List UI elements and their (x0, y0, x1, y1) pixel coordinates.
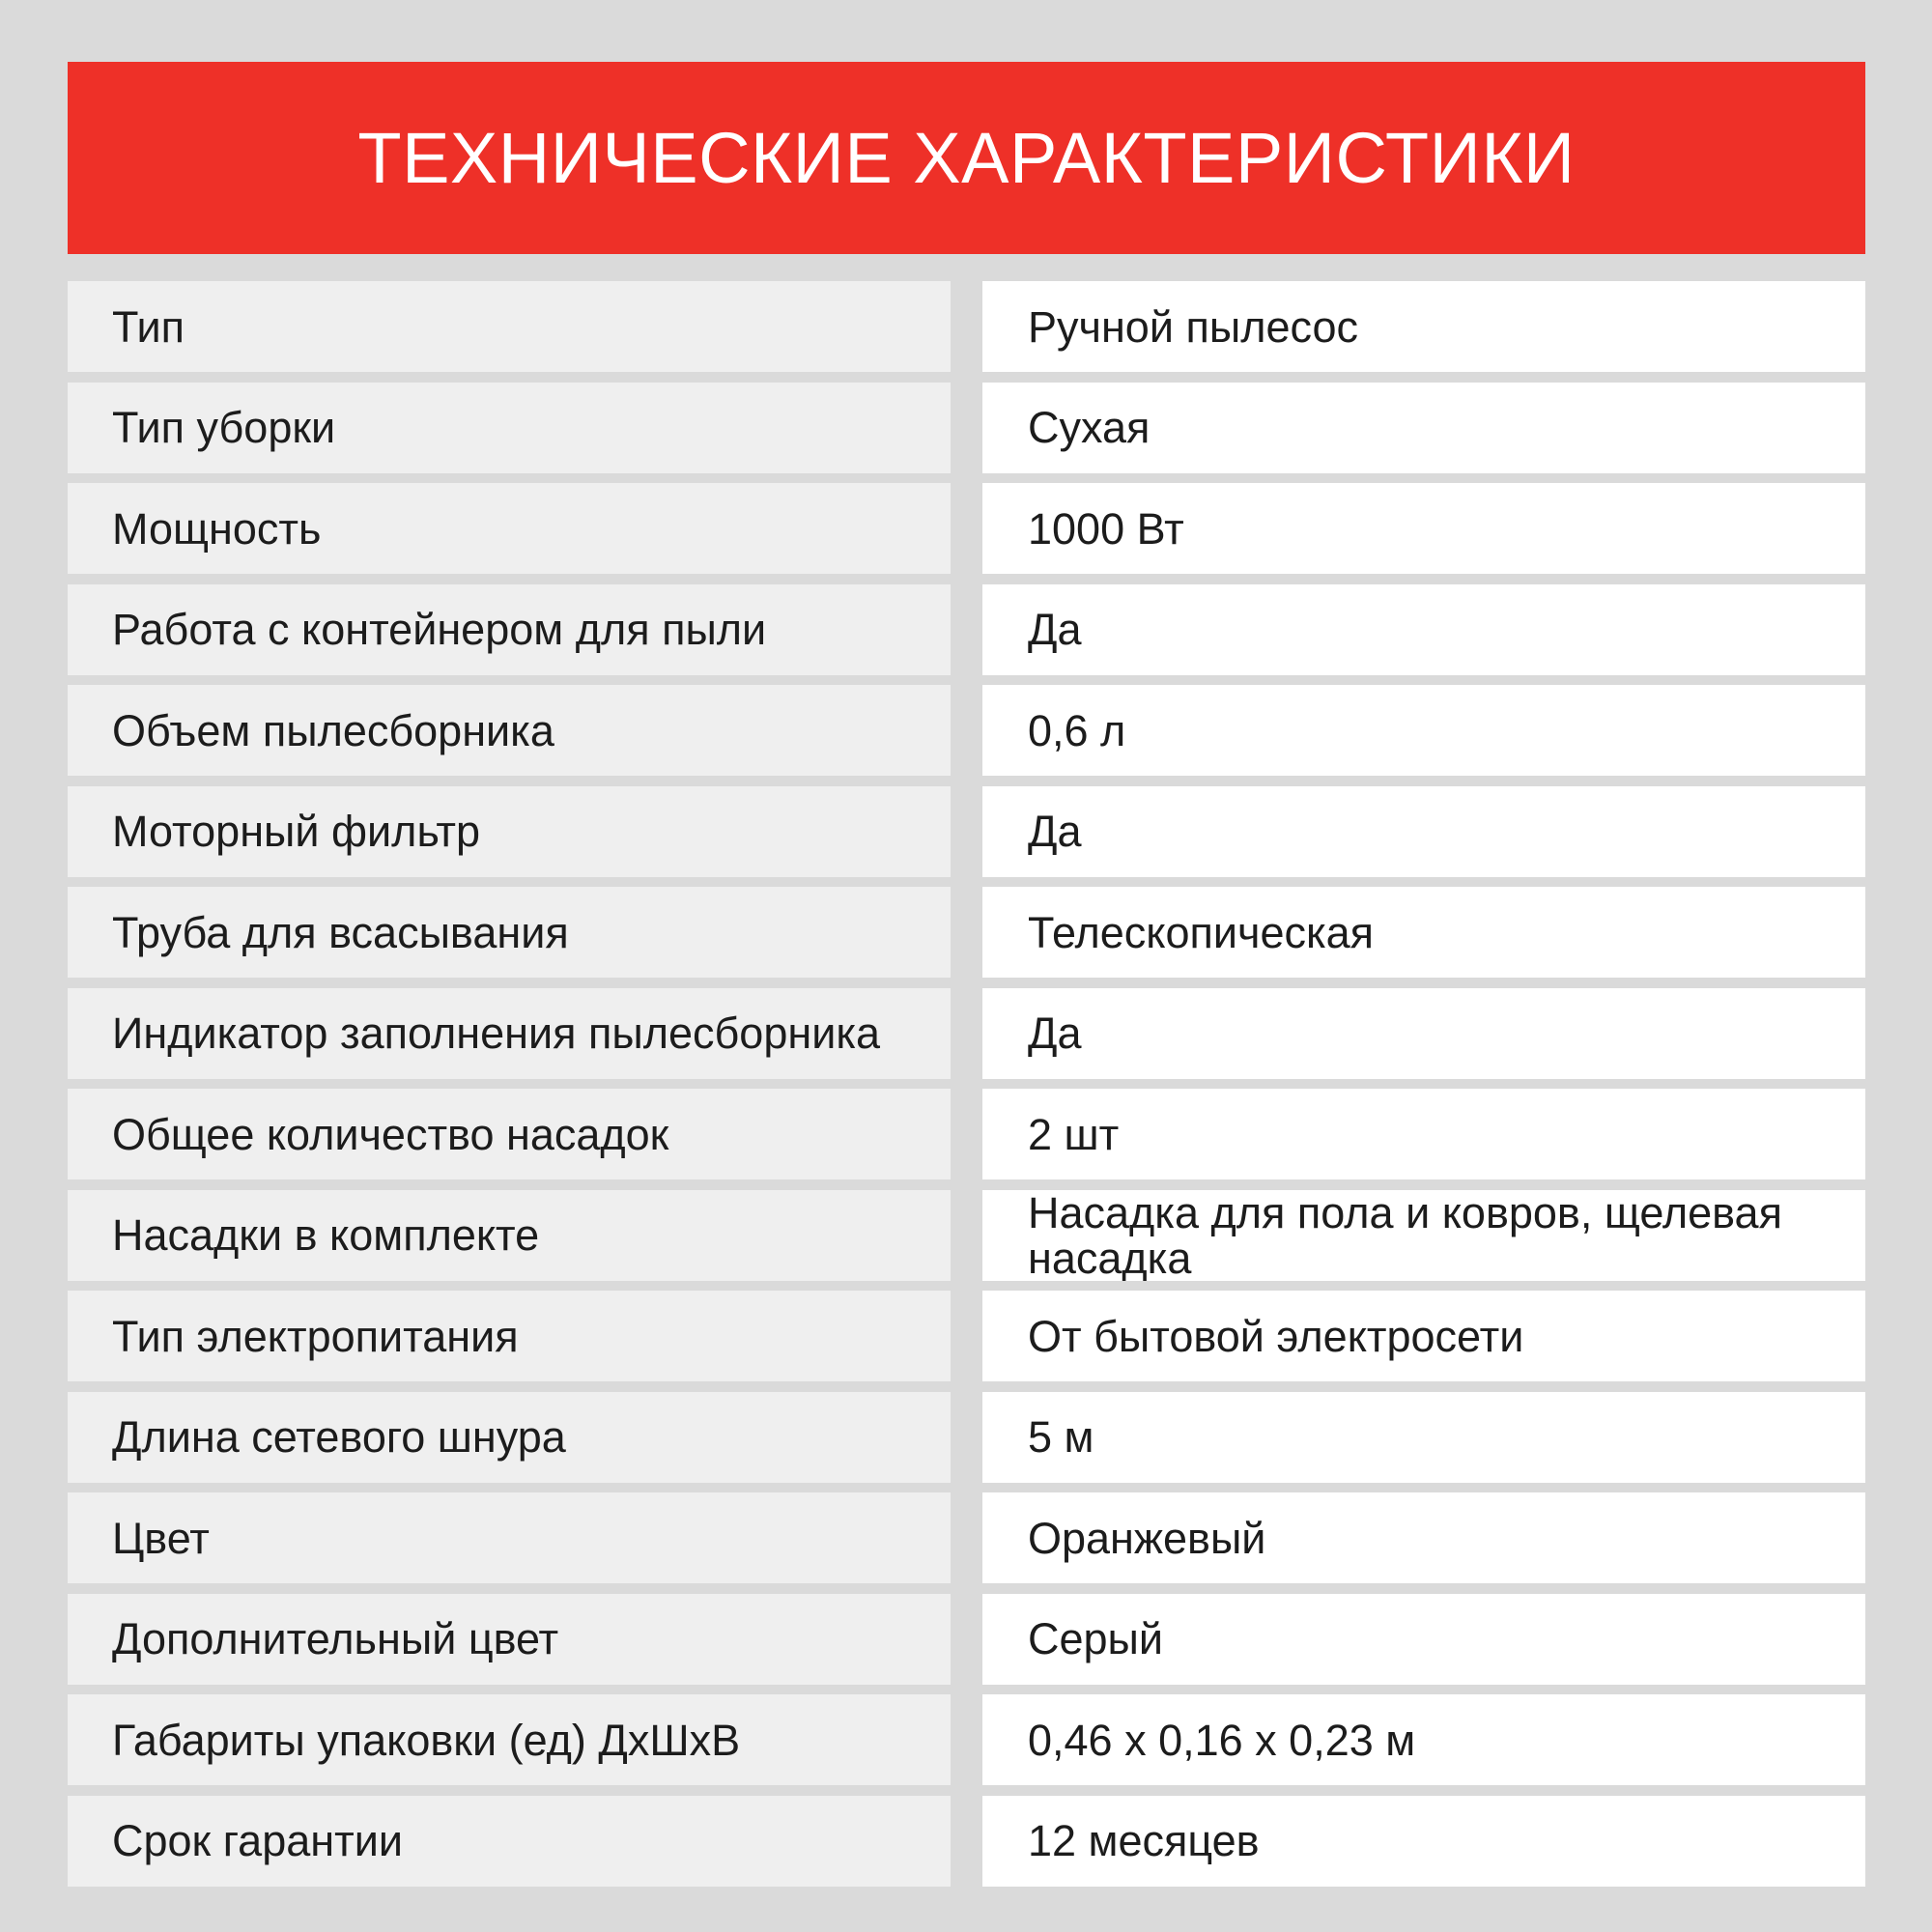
spec-value: 1000 Вт (982, 483, 1865, 574)
spec-row (68, 281, 1865, 372)
spec-row (68, 584, 1865, 675)
spec-row (68, 1089, 1865, 1179)
spec-value: Сухая (982, 383, 1865, 473)
spec-row (68, 1694, 1865, 1785)
spec-label: Общее количество насадок (68, 1089, 951, 1179)
spec-value: 5 м (982, 1392, 1865, 1483)
spec-row (68, 1190, 1865, 1281)
spec-label: Тип уборки (68, 383, 951, 473)
spec-value: Серый (982, 1594, 1865, 1685)
spec-value: 12 месяцев (982, 1796, 1865, 1887)
spec-row (68, 1594, 1865, 1685)
spec-row (68, 483, 1865, 574)
spec-row (68, 685, 1865, 776)
spec-value: Телескопическая (982, 887, 1865, 978)
spec-value: Да (982, 786, 1865, 877)
spec-label: Труба для всасывания (68, 887, 951, 978)
spec-table (68, 281, 1865, 1896)
spec-value: Да (982, 988, 1865, 1079)
spec-label: Индикатор заполнения пылесборника (68, 988, 951, 1079)
spec-label: Дополнительный цвет (68, 1594, 951, 1685)
spec-value: Насадка для пола и ковров, щелевая насадка (982, 1190, 1865, 1281)
spec-value: 0,46 х 0,16 х 0,23 м (982, 1694, 1865, 1785)
spec-label: Цвет (68, 1492, 951, 1583)
spec-row (68, 1492, 1865, 1583)
spec-label: Длина сетевого шнура (68, 1392, 951, 1483)
spec-row (68, 1392, 1865, 1483)
spec-row (68, 1796, 1865, 1887)
spec-row (68, 786, 1865, 877)
spec-label: Тип (68, 281, 951, 372)
spec-label: Объем пылесборника (68, 685, 951, 776)
spec-value: 0,6 л (982, 685, 1865, 776)
spec-label: Работа с контейнером для пыли (68, 584, 951, 675)
spec-value: Ручной пылесос (982, 281, 1865, 372)
spec-value: От бытовой электросети (982, 1291, 1865, 1381)
spec-label: Моторный фильтр (68, 786, 951, 877)
spec-row (68, 887, 1865, 978)
spec-row (68, 988, 1865, 1079)
spec-label: Срок гарантии (68, 1796, 951, 1887)
header-banner (68, 62, 1865, 254)
spec-label: Насадки в комплекте (68, 1190, 951, 1281)
spec-row (68, 383, 1865, 473)
spec-label: Мощность (68, 483, 951, 574)
spec-row (68, 1291, 1865, 1381)
spec-value: 2 шт (982, 1089, 1865, 1179)
spec-label: Тип электропитания (68, 1291, 951, 1381)
spec-value: Да (982, 584, 1865, 675)
spec-value: Оранжевый (982, 1492, 1865, 1583)
spec-label: Габариты упаковки (ед) ДхШхВ (68, 1694, 951, 1785)
page-title: ТЕХНИЧЕСКИЕ ХАРАКТЕРИСТИКИ (357, 117, 1576, 198)
